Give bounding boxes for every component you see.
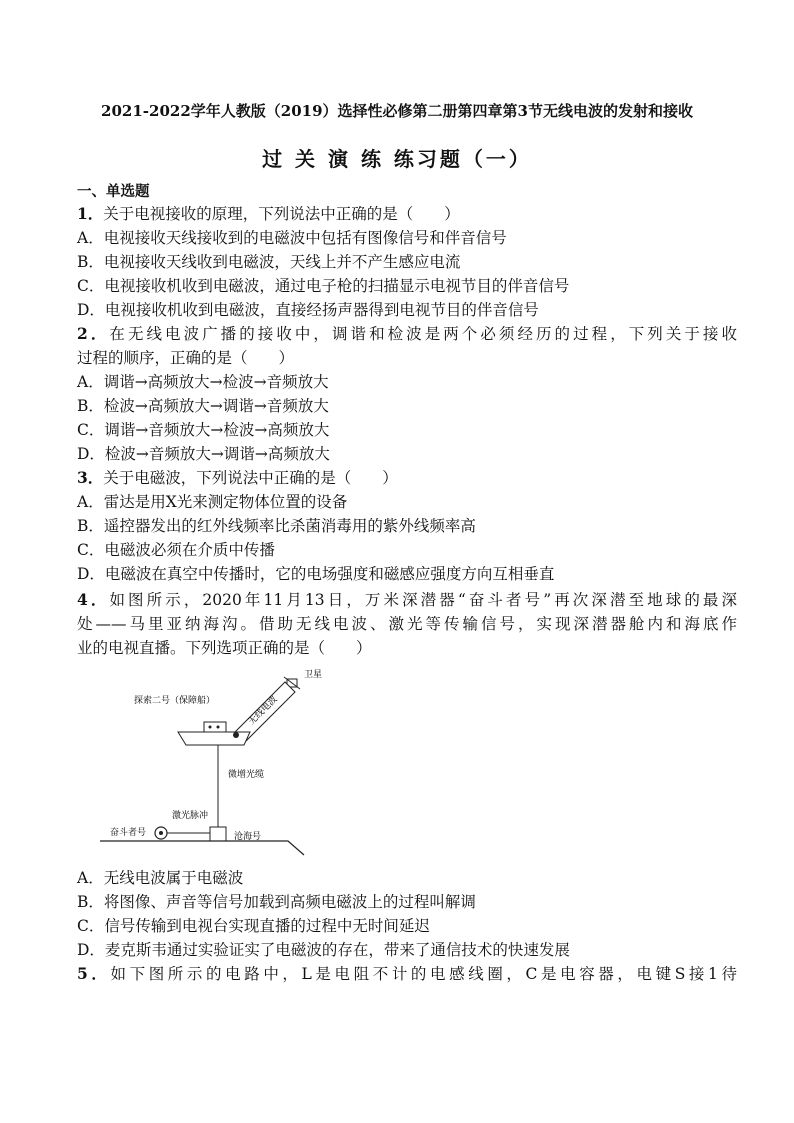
question-3-option-c: C．电磁波必须在介质中传播 bbox=[77, 541, 275, 559]
lander-icon bbox=[210, 827, 226, 841]
question-4-option-a: A．无线电波属于电磁波 bbox=[77, 869, 244, 887]
question-4-stem-cont: 业的电视直播。下列选项正确的是（ ） bbox=[77, 639, 372, 657]
question-1-option-d: D．电视接收机收到电磁波，直接经扬声器得到电视节目的伴音信号 bbox=[77, 301, 539, 319]
question-2-option-b: B．检波→高频放大→调谐→音频放大 bbox=[77, 397, 329, 415]
question-1-option-a: A．电视接收天线接收到的电磁波中包括有图像信号和伴音信号 bbox=[77, 229, 507, 247]
deep-sea-broadcast-figure bbox=[100, 665, 340, 865]
question-2-stem: 2．在无线电波广播的接收中，调谐和检波是两个必须经历的过程，下列关于接收 bbox=[77, 324, 737, 343]
lander-label: 沧海号 bbox=[234, 832, 262, 842]
ship-icon bbox=[178, 722, 250, 745]
document-header: 2021-2022学年人教版（2019）选择性必修第二册第四章第3节无线电波的发射和接收 bbox=[101, 102, 693, 120]
question-number: 5． bbox=[77, 964, 111, 983]
question-number: 3． bbox=[77, 468, 104, 487]
question-1-option-c: C．电视接收机收到电磁波，通过电子枪的扫描显示电视节目的伴音信号 bbox=[77, 277, 570, 295]
question-3-option-a: A．雷达是用X光来测定物体位置的设备 bbox=[77, 493, 348, 511]
question-2-option-d: D．检波→音频放大→调谐→高频放大 bbox=[77, 445, 330, 463]
question-3-stem: 3．关于电磁波，下列说法中正确的是（ ） bbox=[77, 468, 398, 487]
question-number: 1． bbox=[77, 204, 104, 223]
laser-pulse-label: 激光脉冲 bbox=[172, 811, 209, 821]
question-1-option-b: B．电视接收天线收到电磁波，天线上并不产生感应电流 bbox=[77, 253, 461, 271]
section-heading: 一、单选题 bbox=[77, 184, 150, 200]
question-3-option-b: B．遥控器发出的红外线频率比杀菌消毒用的紫外线频率高 bbox=[77, 517, 476, 535]
question-3-option-d: D．电磁波在真空中传播时，它的电场强度和磁感应强度方向互相垂直 bbox=[77, 565, 555, 583]
document-title: 过 关 演 练 练习题（一） bbox=[262, 147, 532, 171]
question-4-option-d: D．麦克斯韦通过实验证实了电磁波的存在，带来了通信技术的快速发展 bbox=[77, 941, 570, 959]
question-2-stem-cont: 过程的顺序，正确的是（ ） bbox=[77, 349, 295, 367]
question-5-stem: 5．如下图所示的电路中，L是电阻不计的电感线圈，C是电容器，电键S接1待 bbox=[77, 964, 737, 983]
seabed-line bbox=[100, 841, 304, 855]
optical-cable-label: 微增光缆 bbox=[228, 770, 265, 780]
question-number: 2． bbox=[77, 324, 110, 343]
ship-label: 探索二号（保障船） bbox=[134, 696, 216, 706]
question-4-option-b: B．将图像、声音等信号加载到高频电磁波上的过程叫解调 bbox=[77, 893, 476, 911]
radio-wave-label: 无线电波 bbox=[247, 694, 280, 728]
question-number: 4． bbox=[77, 590, 110, 609]
submarine-icon bbox=[155, 827, 167, 839]
question-4-stem: 4．如图所示，2020年11月13日，万米深潜器“奋斗者号”再次深潜至地球的最深 bbox=[77, 590, 737, 609]
question-1-stem: 1．关于电视接收的原理，下列说法中正确的是（ ） bbox=[77, 204, 460, 223]
question-4-option-c: C．信号传输到电视台实现直播的过程中无时间延迟 bbox=[77, 917, 430, 935]
question-2-option-a: A．调谐→高频放大→检波→音频放大 bbox=[77, 373, 329, 391]
satellite-label: 卫星 bbox=[304, 670, 323, 680]
submarine-label: 奋斗者号 bbox=[110, 828, 147, 838]
question-4-stem-cont: 处——马里亚纳海沟。借助无线电波、激光等传输信号，实现深潜器舱内和海底作 bbox=[77, 615, 737, 633]
question-2-option-c: C．调谐→音频放大→检波→高频放大 bbox=[77, 421, 330, 439]
